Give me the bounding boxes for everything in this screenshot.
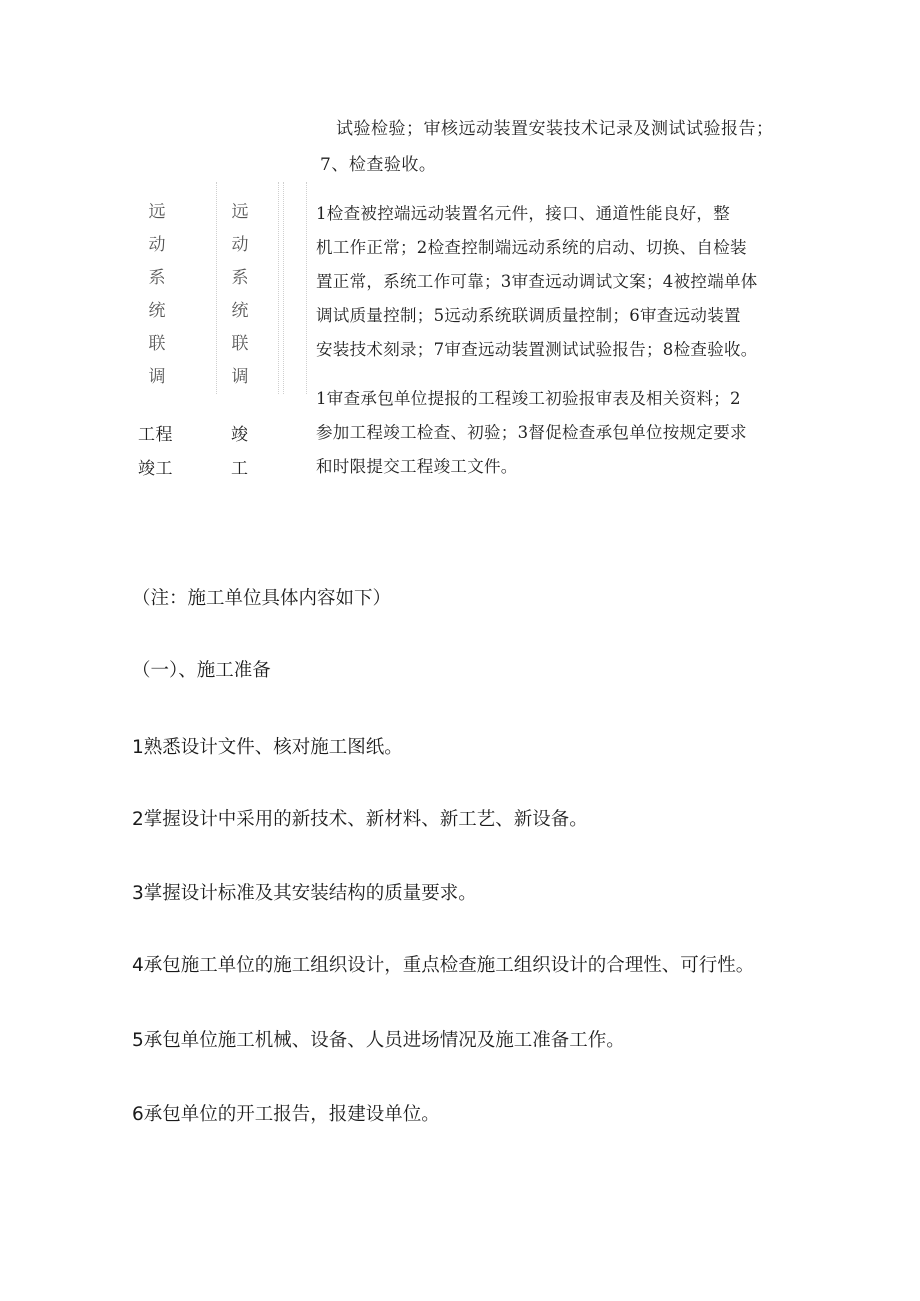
vertical-char: 动	[231, 235, 249, 255]
continued-text-line-1: 试验检验；审核远动装置安装技术记录及测试试验报告；	[336, 119, 774, 139]
list-item: 2掌握设计中采用的新技术、新材料、新工艺、新设备。	[132, 809, 588, 830]
cell-line: 工程	[138, 425, 173, 445]
row2-col1-text	[138, 418, 173, 486]
description-line: 1审查承包单位提报的工程竣工初验报审表及相关资料；2	[316, 389, 741, 408]
description-line: 安装技术刻录；7审查远动装置测试试验报告；8检查验收。	[316, 340, 758, 359]
vertical-char: 统	[231, 301, 249, 321]
row1-col2-vertical-text	[228, 196, 252, 394]
description-line: 调试质量控制；5远动系统联调质量控制；6审查远动装置	[316, 306, 741, 325]
description-line: 置正常，系统工作可靠；3审查远动调试文案；4被控端单体	[316, 272, 758, 291]
row1-description	[316, 197, 758, 367]
cell-line: 竣	[231, 425, 249, 445]
list-item: 1熟悉设计文件、核对施工图纸。	[132, 737, 403, 758]
list-item: 6承包单位的开工报告，报建设单位。	[132, 1104, 440, 1125]
list-item: 5承包单位施工机械、设备、人员进场情况及施工准备工作。	[132, 1030, 625, 1051]
vertical-char: 联	[231, 334, 249, 354]
description-line: 和时限提交工程竣工文件。	[316, 457, 518, 476]
description-line: 1检查被控端远动装置名元件，接口、通道性能良好，整	[316, 204, 730, 223]
note-text: （注：施工单位具体内容如下）	[132, 588, 392, 609]
column-divider	[278, 182, 279, 394]
continued-text-line-2: 7、检查验收。	[320, 155, 437, 175]
vertical-char: 联	[148, 334, 166, 354]
description-line: 机工作正常；2检查控制端远动系统的启动、切换、自检装	[316, 238, 747, 257]
column-divider	[216, 182, 217, 394]
vertical-char: 调	[148, 367, 166, 387]
vertical-char: 动	[148, 235, 166, 255]
vertical-char: 系	[148, 268, 166, 288]
vertical-char: 系	[231, 268, 249, 288]
vertical-char: 远	[148, 202, 166, 222]
vertical-char: 统	[148, 301, 166, 321]
cell-line: 竣工	[138, 459, 173, 479]
row1-col1-vertical-text	[145, 196, 169, 394]
cell-line: 工	[231, 459, 249, 479]
list-item: 4承包施工单位的施工组织设计，重点检查施工组织设计的合理性、可行性。	[132, 955, 755, 976]
list-item: 3掌握设计标准及其安装结构的质量要求。	[132, 883, 477, 904]
description-line: 参加工程竣工检查、初验；3督促检查承包单位按规定要求	[316, 423, 747, 442]
row2-col2-text	[231, 418, 249, 486]
row2-description	[316, 382, 747, 484]
column-divider	[306, 182, 307, 394]
section-title: （一）、施工准备	[132, 660, 271, 681]
column-divider	[283, 182, 284, 394]
vertical-char: 调	[231, 367, 249, 387]
vertical-char: 远	[231, 202, 249, 222]
